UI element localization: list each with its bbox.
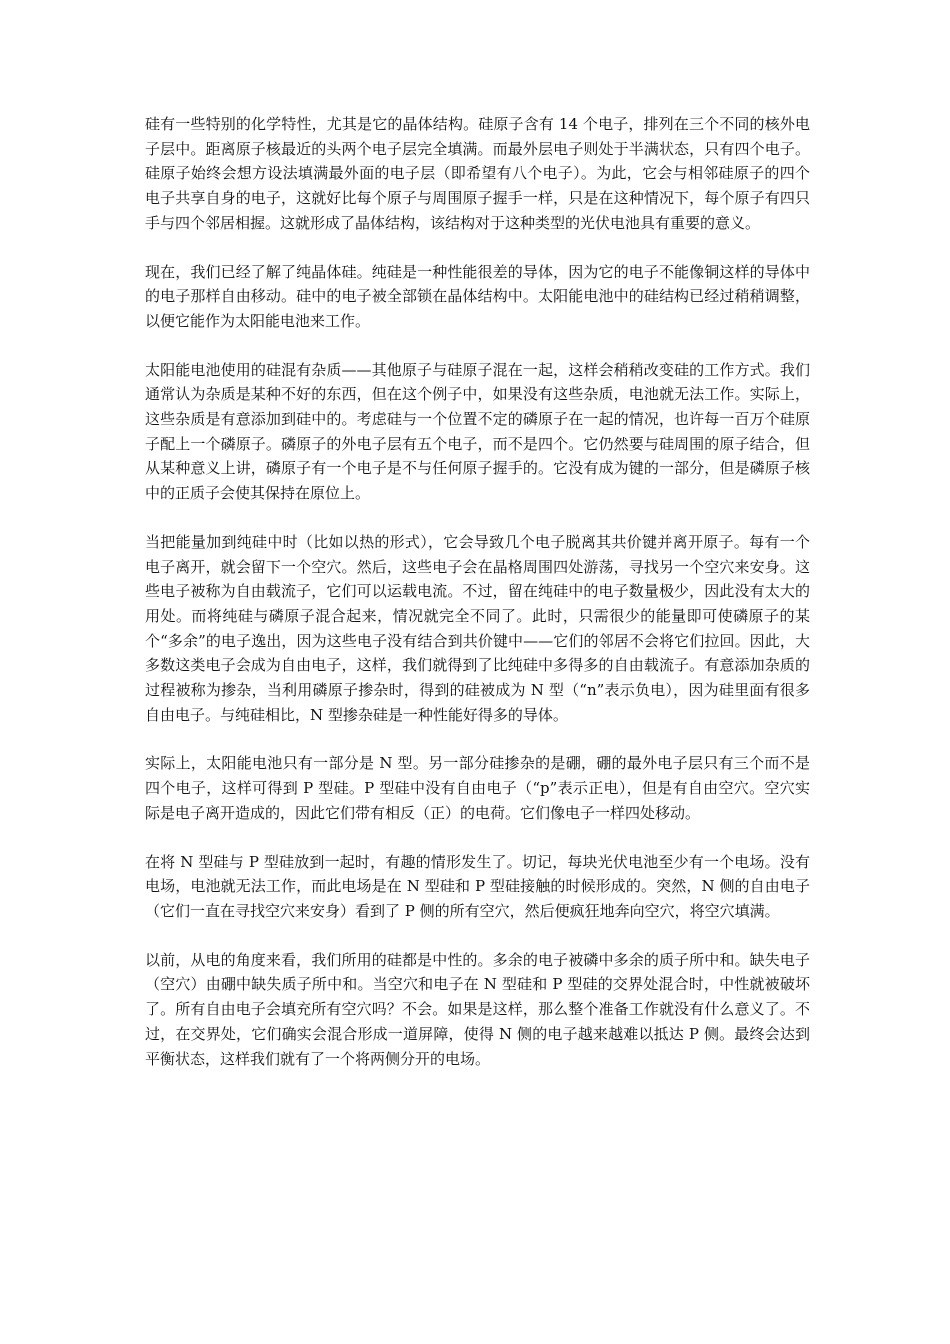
paragraph-7: 以前，从电的角度来看，我们所用的硅都是中性的。多余的电子被磷中多余的质子所中和。缺失电子（空穴）由硼中缺失质子所中和。当空穴和电子在 N 型硅和 P 型硅的交界处混合时，中性就被破坏了。所有自由电子会填充所有空穴吗？不会。如果是这样，那么整个准备工作就没有什么意义了。不过，在交界处，它们确实会混合形成一道屏障，使得 N 侧的电子越来越难以抵达 P 侧。最终会达到平衡状态，这样我们就有了一个将两侧分开的电场。 [145,950,810,1068]
paragraph-5: 实际上，太阳能电池只有一部分是 N 型。另一部分硅掺杂的是硼，硼的最外电子层只有三个而不是四个电子，这样可得到 P 型硅。P 型硅中没有自由电子（“p”表示正电），但是有自由空穴。空穴实际是电子离开造成的，因此它们带有相反（正）的电荷。它们像电子一样四处移动。 [145,754,810,822]
paragraph-2: 现在，我们已经了解了纯晶体硅。纯硅是一种性能很差的导体，因为它的电子不能像铜这样的导体中的电子那样自由移动。硅中的电子被全部锁在晶体结构中。太阳能电池中的硅结构已经过稍稍调整，以便它能作为太阳能电池来工作。 [145,262,810,330]
paragraph-6: 在将 N 型硅与 P 型硅放到一起时，有趣的情形发生了。切记，每块光伏电池至少有一个电场。没有电场，电池就无法工作，而此电场是在 N 型硅和 P 型硅接触的时候形成的。突然，N 侧的自由电子（它们一直在寻找空穴来安身）看到了 P 侧的所有空穴，然后便疯狂地奔向空穴，将空穴填满。 [145,852,810,920]
paragraph-4: 当把能量加到纯硅中时（比如以热的形式），它会导致几个电子脱离其共价键并离开原子。每有一个电子离开，就会留下一个空穴。然后，这些电子会在晶格周围四处游荡，寻找另一个空穴来安身。这些电子被称为自由载流子，它们可以运载电流。不过，留在纯硅中的电子数量极少，因此没有太大的用处。而将纯硅与磷原子混合起来，情况就完全不同了。此时，只需很少的能量即可使磷原子的某个“多余”的电子逸出，因为这些电子没有结合到共价键中——它们的邻居不会将它们拉回。因此，大多数这类电子会成为自由电子，这样，我们就得到了比纯硅中多得多的自由载流子。有意添加杂质的过程被称为掺杂，当利用磷原子掺杂时，得到的硅被成为 N 型（“n”表示负电），因为硅里面有很多自由电子。与纯硅相比，N 型掺杂硅是一种性能好得多的导体。 [145,532,810,724]
paragraph-3: 太阳能电池使用的硅混有杂质——其他原子与硅原子混在一起，这样会稍稍改变硅的工作方式。我们通常认为杂质是某种不好的东西，但在这个例子中，如果没有这些杂质，电池就无法工作。实际上，这些杂质是有意添加到硅中的。考虑硅与一个位置不定的磷原子在一起的情况，也许每一百万个硅原子配上一个磷原子。磷原子的外电子层有五个电子，而不是四个。它仍然要与硅周围的原子结合，但从某种意义上讲，磷原子有一个电子是不与任何原子握手的。它没有成为键的一部分，但是磷原子核中的正质子会使其保持在原位上。 [145,360,810,503]
document-page [145,112,810,1095]
paragraph-1: 硅有一些特别的化学特性，尤其是它的晶体结构。硅原子含有 14 个电子，排列在三个不同的核外电子层中。距离原子核最近的头两个电子层完全填满。而最外层电子则处于半满状态，只有四个电子。硅原子始终会想方设法填满最外面的电子层（即希望有八个电子）。为此，它会与相邻硅原子的四个电子共享自身的电子，这就好比每个原子与周围原子握手一样，只是在这种情况下，每个原子有四只手与四个邻居相握。这就形成了晶体结构，该结构对于这种类型的光伏电池具有重要的意义。 [145,115,810,232]
